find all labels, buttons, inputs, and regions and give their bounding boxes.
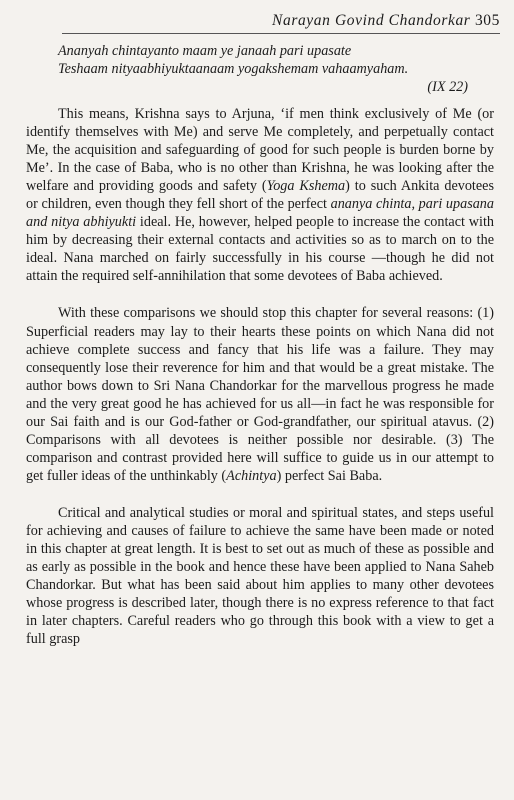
page-number: 305 xyxy=(474,12,500,29)
paragraph-1-text-a: This means, Krishna says to Arjuna, ‘if men think exclusively of Me (or identify themselves with Me) and serve Me completely, and perpetually contact Me, the acquisition and safeguarding of good for such people is burden borne by Me’. In the case of Baba, who is no other than Krishna, he was looking after the welfare and providing goods and safety ( xyxy=(26,106,494,195)
verse-line-1: Ananyah chintayanto maam ye janaah pari upasate xyxy=(58,43,352,59)
header-rule xyxy=(62,33,500,34)
paragraph-1-italic-yoga-kshema: Yoga Kshema xyxy=(266,178,346,195)
paragraph-3 xyxy=(26,504,494,648)
sanskrit-verse xyxy=(58,42,494,96)
paragraph-2-italic-achintya: Achintya xyxy=(226,467,277,484)
running-header xyxy=(14,12,500,30)
running-title: Narayan Govind Chandorkar xyxy=(272,12,471,29)
paragraph-2-text-a: With these comparisons we should stop this chapter for several reasons: (1) Superficial readers may lay to their hearts these points on which Nana did not achieve complete success and fancy that his life was a failure. They may consequently lose their reverence for him and that would be a great mistake. The author bows down to Sri Nana Chandorkar for the marvellous progress he made and the very great good he has achieved for us all—in fact he was responsible for our Sai faith and is our God-father or God-grandfather, our spiritual atavus. (2) Comparisons with all devotees is neither possible nor desirable. (3) The comparison and contrast provided here will suffice to guide us in our attempt to get fuller ideas of the unthinkably ( xyxy=(26,305,494,484)
paragraph-2-text-c: ) perfect Sai Baba. xyxy=(276,467,383,484)
paragraph-1-text-e: ideal. He, however, helped people to increase the contact with him by decreasing their external contacts and activities so as to march on to the ideal. Nana marched on fairly successfully in his course —though he did not attain the required self-annihilation that some devotees of Baba achieved. xyxy=(26,214,494,285)
body-text xyxy=(26,105,494,648)
verse-line-2: Teshaam nityaabhiyuktaanaam yogakshemam vahaamyaham. xyxy=(58,61,409,77)
paragraph-1 xyxy=(26,105,494,285)
paragraph-2 xyxy=(26,304,494,484)
paragraph-1-text-c: ) to such Ankita devotees or children, even though they fell short of the perfect xyxy=(26,178,494,213)
paragraph-3-text: Critical and analytical studies or moral and spiritual states, and steps useful for achieving and causes of failure to achieve the same have been made or noted in this chapter at great length. It is best to set out as much of these as possible and as early as possible in the book and hence these have been applied to Nana Saheb Chandorkar. But what has been said about him applies to many other devotees whose progress is described later, though there is no express reference to that fact in later chapters. Careful readers who go through this book with a view to get a full grasp xyxy=(26,504,494,648)
paragraph-1-italic-ideal: ananya chinta, pari upasana and nitya abhiyukti xyxy=(26,196,494,231)
verse-reference: (IX 22) xyxy=(427,79,468,95)
